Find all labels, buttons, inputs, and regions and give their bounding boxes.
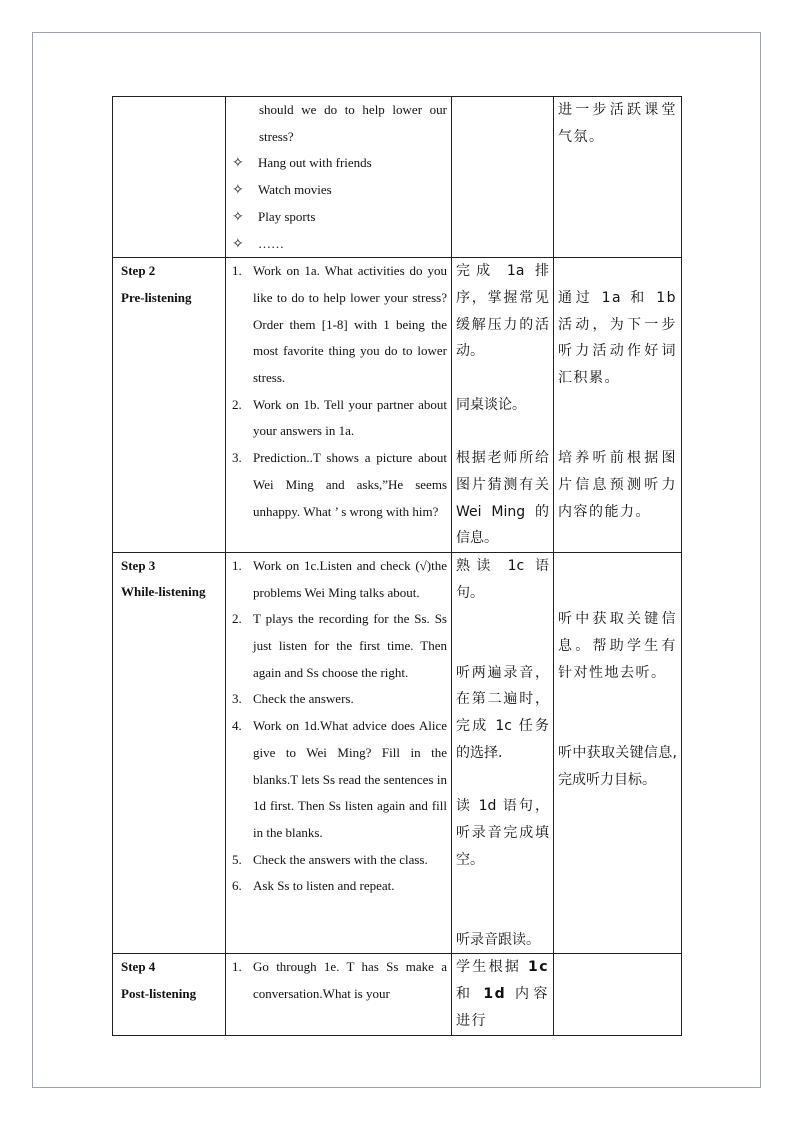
student-activity-text: 完成 1a 排序，掌握常见缓解压力的活动。 (456, 263, 549, 360)
list-item: 3. Prediction..T shows a picture about Wei Ming and asks,”He seems unhappy. What ’ s wrong with him? (232, 450, 447, 519)
diamond-bullet-icon: ✧ (232, 155, 244, 172)
procedure-cell (226, 258, 452, 553)
list-item: 1. Work on 1a. What activities do you like to do to help lower your stress? Order them [1-8] with 1 being the most favorite thing you do to lower stress. (232, 263, 447, 386)
purpose-cell (554, 258, 682, 553)
table-row-step-4 (113, 954, 682, 1035)
student-activity-text: 根据老师所给图片猜测有关 Wei Ming 的信息。 (456, 450, 549, 547)
procedure-continuation-text: should we do to help lower our stress? (259, 102, 447, 144)
step-cell (113, 258, 226, 553)
purpose-cell (554, 97, 682, 258)
procedure-cell (226, 552, 452, 954)
step-number: Step 4 (121, 959, 156, 975)
step-number: Step 3 (121, 557, 156, 573)
list-item: 5. Check the answers with the class. (232, 851, 428, 867)
purpose-text: 进一步活跃课堂气氛。 (558, 102, 677, 145)
purpose-text: 听中获取关键信息,完成听力目标。 (558, 744, 677, 788)
student-activity-cell (452, 258, 554, 553)
list-item: ✧ Play sports (230, 204, 447, 231)
step-cell (113, 97, 226, 258)
student-activity-cell (452, 97, 554, 258)
list-item: 2. Work on 1b. Tell your partner about your answers in 1a. (232, 396, 447, 439)
step-cell (113, 954, 226, 1035)
step-phase: Post-listening (121, 985, 197, 1001)
purpose-cell (554, 954, 682, 1035)
student-activity-cell (452, 552, 554, 954)
purpose-text: 培养听前根据图片信息预测听力内容的能力。 (558, 450, 677, 520)
list-item: 4. Work on 1d.What advice does Alice give to Wei Ming? Fill in the blanks.T lets Ss read the sentences in 1d first. Then Ss listen again and fill in the blanks. (232, 718, 447, 840)
diamond-bullet-icon: ✧ (232, 235, 244, 252)
purpose-text: 通过 1a 和 1b 活动，为下一步听力活动作好词汇积累。 (558, 289, 677, 387)
student-activity-text: 听录音跟读。 (456, 931, 540, 948)
student-activity-text: 学生根据 1c 和 1d 内容进行 (456, 959, 550, 1029)
list-item: 1. Go through 1e. T has Ss make a conversation.What is your (232, 959, 447, 1002)
table-row-step-2 (113, 258, 682, 553)
student-activity-text: 听两遍录音，在第二遍时，完成 1c 任务的选择. (456, 664, 549, 761)
purpose-text: 听中获取关键信息。帮助学生有针对性地去听。 (558, 611, 677, 681)
procedure-cell (226, 954, 452, 1035)
diamond-bullet-icon: ✧ (232, 182, 244, 199)
student-activity-text: 同桌谈论。 (456, 396, 526, 413)
list-item: 2. T plays the recording for the Ss. Ss just listen for the first time. Then again and Ss choose the right. (232, 611, 447, 680)
purpose-cell (554, 552, 682, 954)
student-activity-text: 读 1d 语句，听录音完成填空。 (456, 798, 549, 868)
list-item: 6. Ask Ss to listen and repeat. (232, 878, 395, 894)
student-activity-cell (452, 954, 554, 1035)
list-item: 3. Check the answers. (232, 691, 354, 707)
student-activity-text: 熟读 1c 语句。 (456, 557, 549, 601)
list-item: 1. Work on 1c.Listen and check (√)the problems Wei Ming talks about. (232, 557, 447, 600)
step-cell (113, 552, 226, 954)
table-row-step-3 (113, 552, 682, 954)
list-item: ✧ Hang out with friends (230, 150, 447, 177)
list-item: ✧ Watch movies (230, 177, 447, 204)
diamond-bullet-icon: ✧ (232, 208, 244, 225)
lesson-plan-table (112, 96, 682, 1036)
step-number: Step 2 (121, 263, 156, 279)
step-phase: While-listening (121, 584, 206, 600)
list-item: ✧ …… (230, 231, 447, 258)
table-row-continuation (113, 97, 682, 258)
step-phase: Pre-listening (121, 289, 192, 305)
procedure-cell (226, 97, 452, 258)
